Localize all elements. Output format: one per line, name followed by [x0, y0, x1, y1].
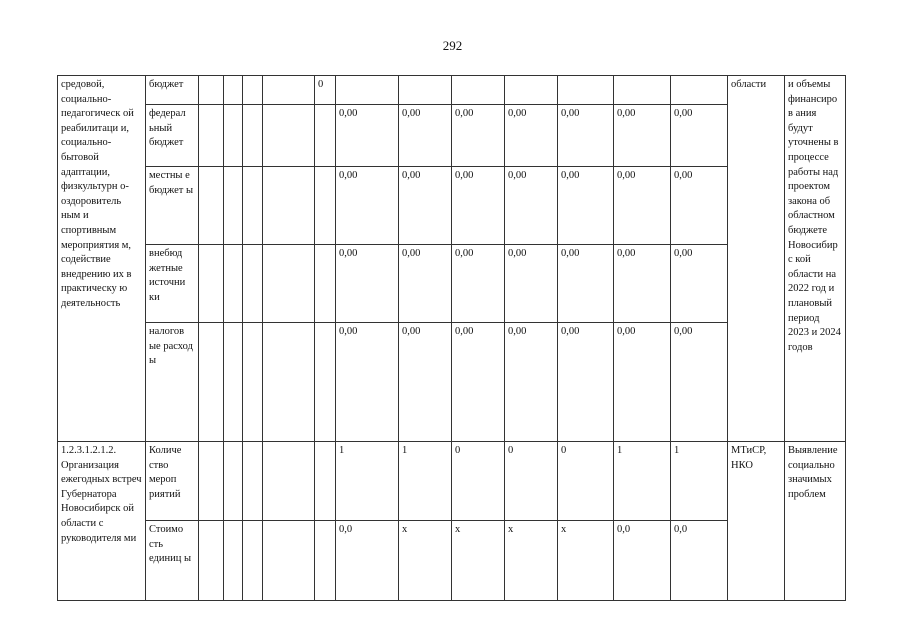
- value-cell: 0,00: [558, 167, 614, 245]
- value-cell: [671, 76, 728, 105]
- value-cell: 0,00: [399, 323, 452, 442]
- value-cell: [452, 76, 505, 105]
- value-cell: 0: [452, 442, 505, 521]
- value-cell: 0,00: [336, 323, 399, 442]
- value-cell: 0,00: [671, 167, 728, 245]
- value-cell: 0,00: [399, 105, 452, 167]
- value-cell: 0,00: [505, 245, 558, 323]
- empty-cell: [224, 442, 243, 521]
- value-cell: 0,00: [505, 167, 558, 245]
- value-cell: [505, 76, 558, 105]
- value-cell: x: [558, 521, 614, 601]
- page-number: 292: [442, 38, 463, 53]
- value-cell: 0,00: [452, 245, 505, 323]
- empty-cell: [243, 245, 263, 323]
- value-cell: [315, 167, 336, 245]
- value-cell: [399, 76, 452, 105]
- empty-cell: [263, 105, 315, 167]
- indicator-label: Количе ство мероп риятий: [146, 442, 199, 521]
- empty-cell: [263, 323, 315, 442]
- empty-cell: [224, 323, 243, 442]
- empty-cell: [263, 167, 315, 245]
- empty-cell: [263, 245, 315, 323]
- value-cell: 0,0: [614, 521, 671, 601]
- value-cell: 0: [558, 442, 614, 521]
- empty-cell: [199, 245, 224, 323]
- empty-cell: [315, 442, 336, 521]
- value-cell: 0,00: [671, 245, 728, 323]
- empty-cell: [199, 442, 224, 521]
- empty-cell: [315, 521, 336, 601]
- source-label: местны е бюджет ы: [146, 167, 199, 245]
- value-cell: 0,00: [399, 167, 452, 245]
- value-cell: x: [399, 521, 452, 601]
- value-cell: 0,00: [671, 323, 728, 442]
- value-cell: 0,00: [614, 167, 671, 245]
- value-cell: 1: [336, 442, 399, 521]
- empty-cell: [224, 76, 243, 105]
- empty-cell: [243, 442, 263, 521]
- value-cell: 0,00: [336, 105, 399, 167]
- value-cell: x: [505, 521, 558, 601]
- source-label: бюджет: [146, 76, 199, 105]
- measure-name-cell: средовой, социально-педагогическ ой реабилитаци и, социально-бытовой адаптации, физкультурн о-оздоровитель ным и спортивным мероприятия м, содействие внедрению их в практическу ю деятельность: [58, 76, 146, 442]
- value-cell: [614, 76, 671, 105]
- value-cell: x: [452, 521, 505, 601]
- value-cell: 0,00: [614, 245, 671, 323]
- value-cell: 0,00: [505, 323, 558, 442]
- value-cell: 1: [671, 442, 728, 521]
- empty-cell: [199, 323, 224, 442]
- empty-cell: [243, 521, 263, 601]
- value-cell: 0,00: [336, 167, 399, 245]
- empty-cell: [243, 323, 263, 442]
- note-cell: Выявление социально значимых проблем: [785, 442, 846, 601]
- table-row: [58, 442, 905, 521]
- note-cell: и объемы финансиров ания будут уточнены в процессе работы над проектом закона об областном бюджете Новосибирс кой области на 2022 год и плановый период 2023 и 2024 годов: [785, 76, 846, 442]
- value-cell: 0,00: [336, 245, 399, 323]
- empty-cell: [199, 76, 224, 105]
- measure-name-cell: 1.2.3.1.2.1.2. Организация ежегодных встреч Губернатора Новосибирск ой области с руководителя ми: [58, 442, 146, 601]
- empty-cell: [224, 105, 243, 167]
- value-cell: [315, 105, 336, 167]
- empty-cell: [243, 76, 263, 105]
- empty-cell: [263, 442, 315, 521]
- value-cell: [336, 76, 399, 105]
- program-table: [57, 75, 905, 601]
- value-cell: 0,00: [558, 245, 614, 323]
- value-cell: 0: [315, 76, 336, 105]
- value-cell: 0,00: [452, 323, 505, 442]
- value-cell: 0: [505, 442, 558, 521]
- executor-cell: области: [728, 76, 785, 442]
- empty-cell: [243, 105, 263, 167]
- value-cell: 0,00: [452, 105, 505, 167]
- value-cell: 0,00: [671, 105, 728, 167]
- value-cell: 0,00: [558, 323, 614, 442]
- value-cell: [315, 245, 336, 323]
- executor-cell: МТиСР, НКО: [728, 442, 785, 601]
- value-cell: 0,00: [614, 105, 671, 167]
- value-cell: 0,00: [452, 167, 505, 245]
- value-cell: 0,00: [614, 323, 671, 442]
- value-cell: 1: [399, 442, 452, 521]
- empty-cell: [263, 76, 315, 105]
- empty-cell: [199, 521, 224, 601]
- value-cell: 0,0: [336, 521, 399, 601]
- empty-cell: [224, 167, 243, 245]
- empty-cell: [224, 245, 243, 323]
- empty-cell: [263, 521, 315, 601]
- value-cell: 1: [614, 442, 671, 521]
- source-label: федерал ьный бюджет: [146, 105, 199, 167]
- source-label: налогов ые расход ы: [146, 323, 199, 442]
- empty-cell: [224, 521, 243, 601]
- table-row: [58, 76, 905, 105]
- indicator-label: Стоимо сть единиц ы: [146, 521, 199, 601]
- value-cell: 0,00: [558, 105, 614, 167]
- value-cell: 0,00: [505, 105, 558, 167]
- source-label: внебюд жетные источни ки: [146, 245, 199, 323]
- empty-cell: [199, 167, 224, 245]
- value-cell: 0,0: [671, 521, 728, 601]
- value-cell: 0,00: [399, 245, 452, 323]
- value-cell: [315, 323, 336, 442]
- value-cell: [558, 76, 614, 105]
- empty-cell: [243, 167, 263, 245]
- empty-cell: [199, 105, 224, 167]
